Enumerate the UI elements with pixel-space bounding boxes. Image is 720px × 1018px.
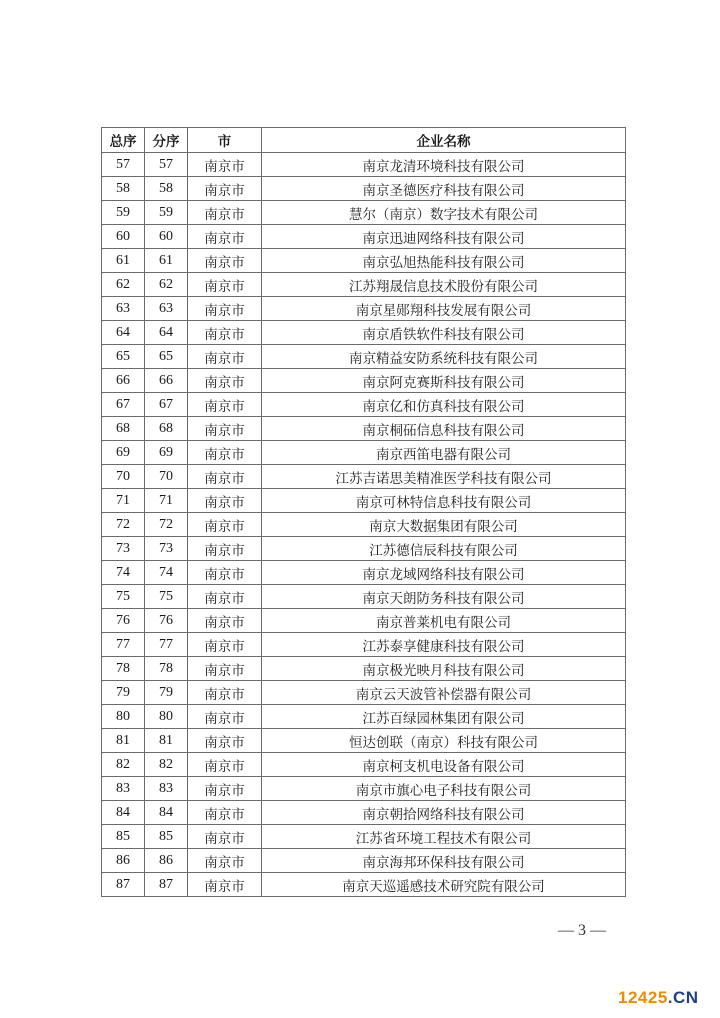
cell-city: 南京市 [188, 297, 262, 321]
cell-city: 南京市 [188, 657, 262, 681]
cell-total-index: 74 [102, 561, 145, 585]
cell-sub-index: 68 [145, 417, 188, 441]
cell-company-name: 南京普莱机电有限公司 [262, 609, 626, 633]
cell-company-name: 南京市旗心电子科技有限公司 [262, 777, 626, 801]
cell-city: 南京市 [188, 609, 262, 633]
cell-company-name: 南京朝拾网络科技有限公司 [262, 801, 626, 825]
cell-sub-index: 63 [145, 297, 188, 321]
cell-city: 南京市 [188, 369, 262, 393]
table-row [102, 849, 626, 873]
cell-sub-index: 61 [145, 249, 188, 273]
cell-city: 南京市 [188, 585, 262, 609]
cell-sub-index: 59 [145, 201, 188, 225]
cell-city: 南京市 [188, 345, 262, 369]
cell-city: 南京市 [188, 321, 262, 345]
cell-city: 南京市 [188, 201, 262, 225]
table-row [102, 297, 626, 321]
cell-city: 南京市 [188, 849, 262, 873]
cell-city: 南京市 [188, 681, 262, 705]
cell-company-name: 恒达创联（南京）科技有限公司 [262, 729, 626, 753]
cell-total-index: 57 [102, 153, 145, 177]
cell-sub-index: 70 [145, 465, 188, 489]
cell-sub-index: 64 [145, 321, 188, 345]
cell-company-name: 南京柯支机电设备有限公司 [262, 753, 626, 777]
table-row [102, 393, 626, 417]
cell-company-name: 南京圣德医疗科技有限公司 [262, 177, 626, 201]
cell-city: 南京市 [188, 561, 262, 585]
cell-sub-index: 69 [145, 441, 188, 465]
cell-city: 南京市 [188, 225, 262, 249]
table-row [102, 321, 626, 345]
cell-sub-index: 77 [145, 633, 188, 657]
header-sub-index: 分序 [145, 128, 188, 153]
cell-city: 南京市 [188, 801, 262, 825]
cell-company-name: 江苏吉诺思美精准医学科技有限公司 [262, 465, 626, 489]
cell-total-index: 75 [102, 585, 145, 609]
cell-total-index: 70 [102, 465, 145, 489]
cell-sub-index: 66 [145, 369, 188, 393]
cell-total-index: 79 [102, 681, 145, 705]
cell-sub-index: 86 [145, 849, 188, 873]
table-row [102, 201, 626, 225]
cell-company-name: 南京天巡遥感技术研究院有限公司 [262, 873, 626, 897]
cell-sub-index: 82 [145, 753, 188, 777]
cell-company-name: 南京极光映月科技有限公司 [262, 657, 626, 681]
cell-city: 南京市 [188, 465, 262, 489]
table-row [102, 489, 626, 513]
watermark-number: 12425 [618, 988, 668, 1007]
table-row [102, 465, 626, 489]
table-row [102, 825, 626, 849]
table-row [102, 273, 626, 297]
cell-city: 南京市 [188, 489, 262, 513]
table-row [102, 609, 626, 633]
cell-sub-index: 78 [145, 657, 188, 681]
table-row [102, 633, 626, 657]
cell-company-name: 南京大数据集团有限公司 [262, 513, 626, 537]
cell-city: 南京市 [188, 441, 262, 465]
cell-city: 南京市 [188, 177, 262, 201]
cell-total-index: 84 [102, 801, 145, 825]
table-row [102, 249, 626, 273]
cell-sub-index: 67 [145, 393, 188, 417]
cell-total-index: 69 [102, 441, 145, 465]
table-row [102, 657, 626, 681]
table-row [102, 585, 626, 609]
cell-total-index: 67 [102, 393, 145, 417]
cell-sub-index: 62 [145, 273, 188, 297]
cell-company-name: 南京阿克赛斯科技有限公司 [262, 369, 626, 393]
cell-total-index: 81 [102, 729, 145, 753]
cell-sub-index: 76 [145, 609, 188, 633]
cell-company-name: 南京龙清环境科技有限公司 [262, 153, 626, 177]
table-row [102, 729, 626, 753]
cell-total-index: 65 [102, 345, 145, 369]
cell-total-index: 60 [102, 225, 145, 249]
cell-city: 南京市 [188, 513, 262, 537]
cell-total-index: 73 [102, 537, 145, 561]
cell-city: 南京市 [188, 417, 262, 441]
cell-sub-index: 57 [145, 153, 188, 177]
watermark-tld: CN [673, 988, 699, 1007]
page-number: — 3 — [558, 922, 606, 939]
cell-total-index: 61 [102, 249, 145, 273]
cell-company-name: 南京海邦环保科技有限公司 [262, 849, 626, 873]
header-city: 市 [188, 128, 262, 153]
cell-company-name: 南京桐砳信息科技有限公司 [262, 417, 626, 441]
cell-total-index: 64 [102, 321, 145, 345]
cell-sub-index: 87 [145, 873, 188, 897]
cell-company-name: 慧尔（南京）数字技术有限公司 [262, 201, 626, 225]
cell-company-name: 南京盾铁软件科技有限公司 [262, 321, 626, 345]
cell-total-index: 59 [102, 201, 145, 225]
cell-city: 南京市 [188, 393, 262, 417]
table-row [102, 225, 626, 249]
cell-city: 南京市 [188, 753, 262, 777]
cell-company-name: 南京迅迪网络科技有限公司 [262, 225, 626, 249]
table-row [102, 561, 626, 585]
cell-city: 南京市 [188, 537, 262, 561]
cell-company-name: 南京精益安防系统科技有限公司 [262, 345, 626, 369]
cell-company-name: 南京星郧翔科技发展有限公司 [262, 297, 626, 321]
table-row [102, 441, 626, 465]
table-row [102, 777, 626, 801]
table-row [102, 753, 626, 777]
cell-company-name: 江苏泰享健康科技有限公司 [262, 633, 626, 657]
cell-company-name: 江苏省环境工程技术有限公司 [262, 825, 626, 849]
cell-city: 南京市 [188, 249, 262, 273]
cell-city: 南京市 [188, 705, 262, 729]
cell-sub-index: 65 [145, 345, 188, 369]
header-company-name: 企业名称 [262, 128, 626, 153]
cell-company-name: 江苏翔晟信息技术股份有限公司 [262, 273, 626, 297]
cell-total-index: 71 [102, 489, 145, 513]
table-row [102, 681, 626, 705]
table-header-row [102, 128, 626, 153]
cell-city: 南京市 [188, 153, 262, 177]
cell-total-index: 78 [102, 657, 145, 681]
cell-company-name: 南京西笛电器有限公司 [262, 441, 626, 465]
cell-total-index: 76 [102, 609, 145, 633]
cell-sub-index: 58 [145, 177, 188, 201]
cell-company-name: 南京天朗防务科技有限公司 [262, 585, 626, 609]
cell-total-index: 72 [102, 513, 145, 537]
cell-sub-index: 79 [145, 681, 188, 705]
cell-company-name: 南京云天波管补偿器有限公司 [262, 681, 626, 705]
cell-total-index: 77 [102, 633, 145, 657]
table-row [102, 153, 626, 177]
table-body [102, 153, 626, 897]
cell-sub-index: 75 [145, 585, 188, 609]
cell-total-index: 62 [102, 273, 145, 297]
cell-company-name: 南京龙域网络科技有限公司 [262, 561, 626, 585]
cell-sub-index: 72 [145, 513, 188, 537]
cell-total-index: 86 [102, 849, 145, 873]
cell-sub-index: 84 [145, 801, 188, 825]
cell-total-index: 82 [102, 753, 145, 777]
cell-total-index: 80 [102, 705, 145, 729]
cell-sub-index: 74 [145, 561, 188, 585]
table-row [102, 369, 626, 393]
watermark-dot: . [667, 988, 674, 1007]
cell-sub-index: 85 [145, 825, 188, 849]
table-row [102, 705, 626, 729]
cell-city: 南京市 [188, 273, 262, 297]
cell-total-index: 85 [102, 825, 145, 849]
cell-total-index: 58 [102, 177, 145, 201]
table-row [102, 345, 626, 369]
cell-city: 南京市 [188, 777, 262, 801]
cell-company-name: 南京弘旭热能科技有限公司 [262, 249, 626, 273]
cell-company-name: 江苏百绿园林集团有限公司 [262, 705, 626, 729]
cell-total-index: 63 [102, 297, 145, 321]
cell-sub-index: 71 [145, 489, 188, 513]
cell-total-index: 87 [102, 873, 145, 897]
cell-sub-index: 83 [145, 777, 188, 801]
table-row [102, 513, 626, 537]
cell-company-name: 南京亿和仿真科技有限公司 [262, 393, 626, 417]
cell-total-index: 68 [102, 417, 145, 441]
table-row [102, 417, 626, 441]
header-total-index: 总序 [102, 128, 145, 153]
cell-city: 南京市 [188, 729, 262, 753]
cell-city: 南京市 [188, 825, 262, 849]
cell-sub-index: 60 [145, 225, 188, 249]
site-watermark-logo [618, 988, 699, 1008]
table-row [102, 177, 626, 201]
table-row [102, 873, 626, 897]
cell-city: 南京市 [188, 633, 262, 657]
cell-city: 南京市 [188, 873, 262, 897]
cell-company-name: 南京可林特信息科技有限公司 [262, 489, 626, 513]
table-row [102, 801, 626, 825]
table-row [102, 537, 626, 561]
company-list-table [101, 127, 626, 897]
cell-sub-index: 81 [145, 729, 188, 753]
cell-sub-index: 80 [145, 705, 188, 729]
cell-total-index: 83 [102, 777, 145, 801]
cell-company-name: 江苏德信辰科技有限公司 [262, 537, 626, 561]
cell-sub-index: 73 [145, 537, 188, 561]
cell-total-index: 66 [102, 369, 145, 393]
